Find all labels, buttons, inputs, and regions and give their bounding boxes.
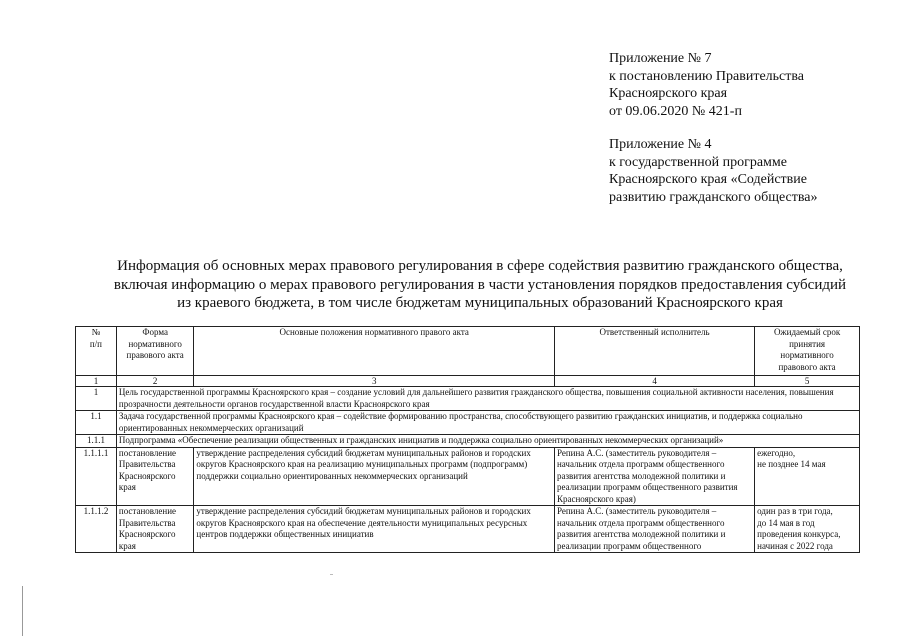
form-line: постановление — [118, 447, 177, 458]
form-line: постановление — [118, 506, 177, 516]
header-deadline — [755, 327, 860, 376]
task-text: Задача государственной программы Красноярского края – содействие формированию пространства, способствующего развитию гражданских инициатив, и поддержка социально ориентированных некоммерческих организаций — [116, 411, 859, 435]
header-text: Ожидаемый срок — [773, 327, 841, 337]
form-line: Красноярского — [118, 470, 176, 481]
column-number-row — [76, 376, 860, 387]
header-text: нормативного — [128, 338, 182, 349]
title-line: из краевого бюджета, в том числе бюджетам муниципальных образований Красноярского края — [177, 295, 783, 311]
row-number: 1.1.1.2 — [76, 506, 117, 553]
header-text: правового акта — [126, 350, 184, 360]
header-provisions — [194, 327, 555, 376]
header-text: п/п — [89, 338, 102, 349]
deadline-line: проведения конкурса, — [757, 529, 841, 539]
header-text: № — [91, 327, 101, 337]
task-row — [76, 411, 860, 435]
row-provisions: утверждение распределения субсидий бюджетам муниципальных районов и городских округов Красноярского края на обеспечение деятельности муниципальных ресурсных центров поддержки общественных инициатив — [194, 506, 555, 553]
row-provisions: утверждение распределения субсидий бюджетам муниципальных районов и городских округов Красноярского края на реализацию муниципальных программ (подпрограмм) поддержки социально ориентированных некоммерческих организаций — [194, 447, 555, 506]
header-text: Основные положения нормативного правого акта — [279, 327, 469, 337]
form-line: Правительства — [118, 459, 176, 469]
appendix-4-line: к государственной программе — [609, 154, 787, 170]
table-header-row — [76, 327, 860, 376]
header-text: Форма — [142, 327, 168, 337]
deadline-line: один раз в три года, — [757, 506, 833, 516]
appendix-4-line: Приложение № 4 — [609, 137, 712, 152]
subprogram-text: Подпрограмма «Обеспечение реализации общественных и гражданских инициатив и поддержка социально ориентированных некоммерческих организаций» — [116, 435, 859, 448]
scan-artifact — [330, 574, 333, 575]
appendix-7-line: к постановлению Правительства — [609, 68, 805, 84]
form-line: края — [118, 482, 136, 492]
column-number: 1 — [76, 376, 117, 387]
appendix-4-line: Красноярского края «Содействие — [609, 172, 807, 187]
header-executor — [554, 327, 754, 376]
header-text: правового акта — [778, 361, 836, 372]
column-number: 5 — [755, 376, 860, 387]
regulation-measures-table — [75, 326, 860, 553]
row-form — [116, 506, 194, 553]
title-line: Информация об основных мерах правового регулирования в сфере содействия развитию гражданского общества, — [117, 258, 843, 274]
header-form — [116, 327, 194, 376]
scan-edge-mark — [22, 586, 23, 636]
header-text: Ответственный исполнитель — [599, 327, 710, 337]
column-number: 2 — [116, 376, 194, 387]
form-line: Правительства — [118, 517, 176, 528]
row-number: 1.1 — [76, 411, 117, 435]
row-executor: Репина А.С. (заместитель руководителя – начальник отдела программ общественного развития агентства молодежной политики и реализации программ общественного развития Красноярского края) — [554, 447, 754, 506]
deadline-line: начиная с 2022 года — [757, 540, 833, 551]
row-deadline — [755, 447, 860, 506]
deadline-line: ежегодно, — [757, 447, 796, 458]
header-text: принятия — [789, 338, 826, 349]
appendix-7-line: Красноярского края — [609, 86, 728, 101]
header-text: нормативного — [780, 350, 834, 360]
row-number: 1.1.1 — [76, 435, 117, 448]
row-number: 1.1.1.1 — [76, 447, 117, 506]
table-row — [76, 506, 860, 553]
appendix-7-header — [609, 50, 804, 120]
form-line: Красноярского — [118, 529, 176, 539]
row-deadline — [755, 506, 860, 553]
header-number — [76, 327, 117, 376]
appendix-7-line: Приложение № 7 — [609, 51, 712, 66]
deadline-line: до 14 мая в год — [757, 517, 815, 528]
form-line: края — [118, 540, 136, 551]
subprogram-row — [76, 435, 860, 448]
goal-row — [76, 387, 860, 411]
table-row — [76, 447, 860, 506]
row-executor: Репина А.С. (заместитель руководителя – начальник отдела программ общественного развития агентства молодежной политики и реализации программ общественного — [554, 506, 754, 553]
document-title — [90, 257, 870, 313]
appendix-4-line: развитию гражданского общества» — [609, 189, 818, 205]
row-number: 1 — [76, 387, 117, 411]
row-form — [116, 447, 194, 506]
appendix-4-header — [609, 136, 818, 206]
goal-text: Цель государственной программы Красноярского края – создание условий для дальнейшего развития гражданского общества, повышения социальной активности населения, повышения прозрачности деятельности органов государственной власти Красноярского края — [116, 387, 859, 411]
title-line: включая информацию о мерах правового регулирования в части установления порядков предоставления субсидий — [113, 276, 847, 293]
column-number: 4 — [554, 376, 754, 387]
column-number: 3 — [194, 376, 555, 387]
deadline-line: не позднее 14 мая — [757, 459, 826, 469]
appendix-7-line: от 09.06.2020 № 421-п — [609, 103, 742, 119]
